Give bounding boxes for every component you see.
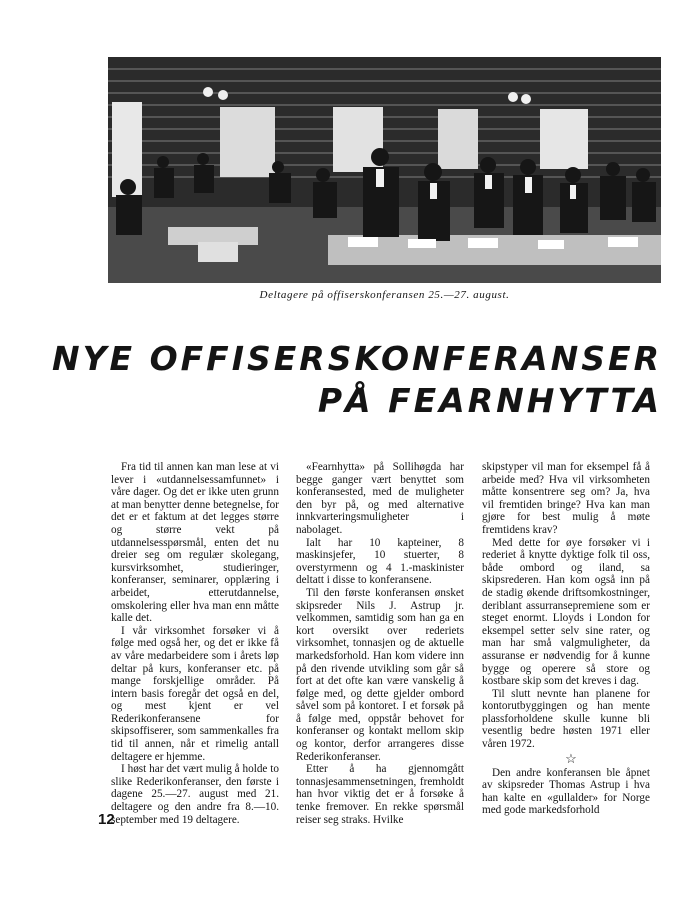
paragraph: I vår virksomhet forsøker vi å følge med også her, og det er ikke få av våre medarbeidere som i årets løp deltar på kurs, konferanser etc. på mange forskjellige områder. På intern basis foregår det også en del, og mest kjent er vel Rederikonferansene for skipsoffiserer, som sammenkalles fra tid til annen, når et rimelig antall deltagere er hjemme. <box>111 624 279 763</box>
article-column-1 <box>111 461 279 826</box>
paragraph: Til den første konferansen ønsket skipsreder Nils J. Astrup jr. velkommen, samtidig som han ga en kort oversikt over rederiets virksomhet, tonnasjen og de aktuelle markedsforhold. Han kom videre inn på den rivende utvikling som går så fort at det ofte kan være vanskelig å følge med, og dette gjelder ombord såvel som på kontoret. I et forsøk på å følge med, oppstår behovet for konferanser og kontakt mellom skip og kontor, derfor arrangeres disse Rederikonferanser. <box>296 586 464 763</box>
article-column-3 <box>482 461 650 817</box>
paragraph: Ialt har 10 kapteiner, 8 maskinsjefer, 10 stuerter, 8 overstyrmenn og 4 1.-maskinister deltatt i disse to konferansene. <box>296 536 464 587</box>
paragraph: Fra tid til annen kan man lese at vi lever i «utdannelsessamfunnet» i våre dager. Og det er ikke uten grunn at man benytter denne betegnelse, for det er et faktum at det legges større og større vekt på utdannelsesspørsmål, enten det nu dreier seg om regulær skolegang, kursvirksomhet, studieringer, konferanser, seminarer, opplæring i arbeidet, etterutdannelse, omskolering eller hva man enn måtte kalle det. <box>111 461 279 625</box>
paragraph: Til slutt nevnte han planene for kontorutbyggingen og han mente plassforholdene skulle kunne bli vesentlig bedre høsten 1971 eller våren 1972. <box>482 687 650 751</box>
article-column-2 <box>296 461 464 826</box>
photo-caption: Deltagere på offiserskonferansen 25.—27. august. <box>259 289 510 301</box>
paragraph: Den andre konferansen ble åpnet av skipsreder Thomas Astrup i hva han kalte en «gullalder» for Norge med gode markedsforhold <box>482 766 650 817</box>
conference-photo-drawing <box>108 57 661 283</box>
paragraph: Med dette for øye forsøker vi i rederiet å knytte dyktige folk til oss, både ombord og iland, sa skipsrederen. Han kom også inn på de stadig økende driftsomkostninger, deriblant assurransepremiene som er steget enormt. Lloyds i London for eksempel setter selv sine rater, og man har små valgmuligheter, da assuranse er nødvendig for å kunne bygge og operere så store og kostbare skip som det kreves i dag. <box>482 536 650 688</box>
conference-photo <box>108 57 661 283</box>
paragraph: I høst har det vært mulig å holde to slike Rederikonferanser, den første i dagene 25.—27. august med 21. deltagere og den andre fra 8.—10. september med 19 deltagere. <box>111 763 279 826</box>
headline-line-2: PÅ FEARNHYTTA <box>317 381 662 420</box>
page-number: 12 <box>98 811 115 828</box>
headline-line-1: NYE OFFISERSKONFERANSER <box>52 339 662 378</box>
paragraph: Etter å ha gjennomgått tonnasjesammensetningen, fremholdt han hvor viktig det er å forsøke å tenke fremover. En rekke spørsmål reiser seg straks. Hvilke <box>296 763 464 826</box>
paragraph: skipstyper vil man for eksempel få å arbeide med? Hva vil virksomheten måtte konsentrere seg om? Ja, hva vil fremtiden bringe? Hva kan man gjøre for best mulig å møte fremtidens krav? <box>482 461 650 536</box>
star-separator-icon: ☆ <box>565 750 577 766</box>
article-headline <box>52 338 662 422</box>
paragraph: «Fearnhytta» på Sollihøgda har begge ganger vært benyttet som konferansested, med de muligheter den byr på, og med alternative innkvarteringsmuligheter i nabolaget. <box>296 461 464 536</box>
